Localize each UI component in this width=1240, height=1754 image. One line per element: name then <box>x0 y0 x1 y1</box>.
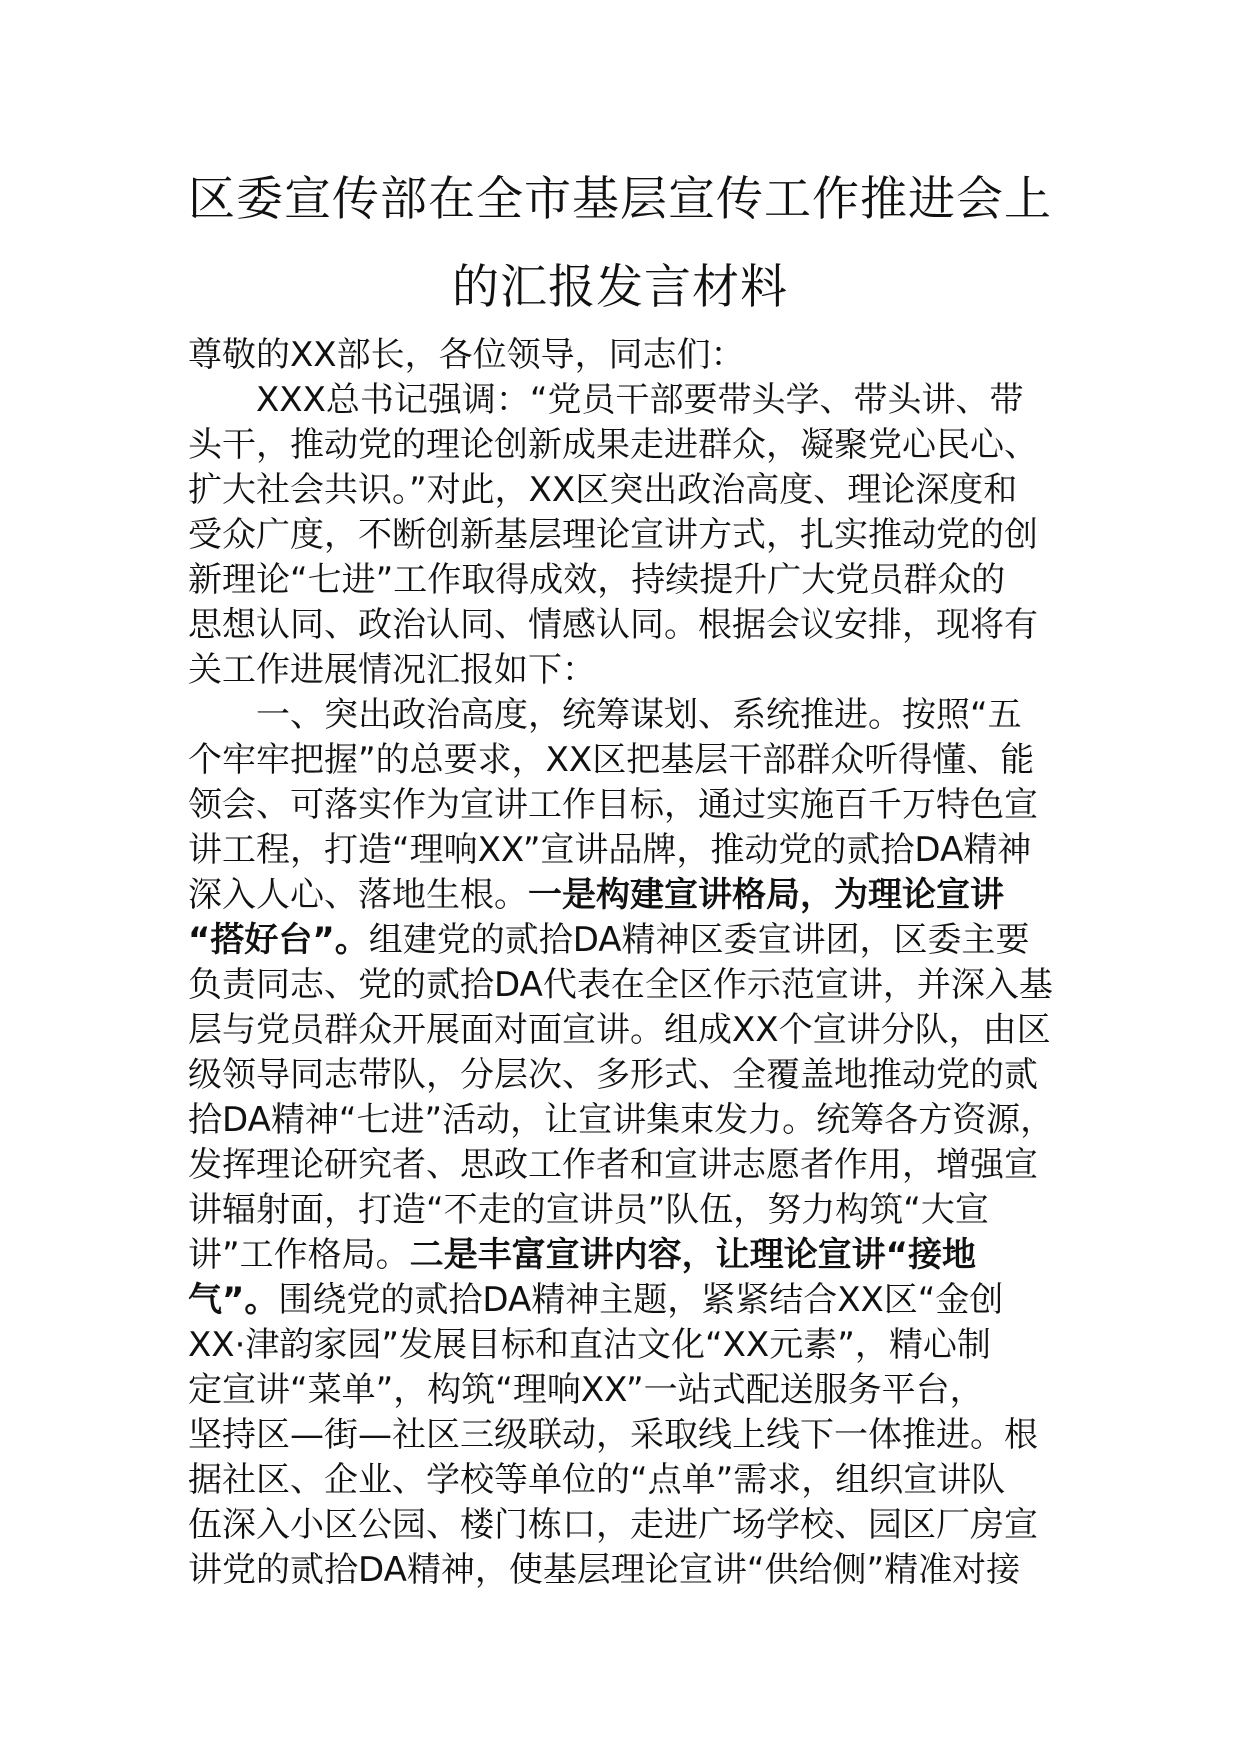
paragraph-line: 新理论“七进”工作取得成效，持续提升广大党员群众的 <box>188 560 1006 600</box>
paragraph-line: 发挥理论研究者、思政工作者和宣讲志愿者作用，增强宣 <box>188 1145 1038 1185</box>
bold-subheading: 一是构建宣讲格局，为理论宣讲 <box>528 875 1004 915</box>
paragraph-line: 关工作进展情况汇报如下： <box>188 650 596 690</box>
paragraph-line: 个牢牢把握”的总要求，XX区把基层干部群众听得懂、能 <box>188 740 1035 780</box>
paragraph-text: 围绕党的贰拾DA精神主题，紧紧结合XX区“金创 <box>278 1280 1004 1320</box>
document-title-line-1: 区委宣传部在全市基层宣传工作推进会上 <box>188 172 1052 227</box>
paragraph-line: 定宣讲“菜单”，构筑“理响XX”一站式配送服务平台， <box>188 1370 984 1410</box>
paragraph-line-mixed <box>188 918 1068 963</box>
paragraph-line: 据社区、企业、学校等单位的“点单”需求，组织宣讲队 <box>188 1460 1006 1500</box>
paragraph-line-mixed <box>188 873 1068 918</box>
paragraph-line: XX·津韵家园”发展目标和直沽文化“XX元素”，精心制 <box>188 1325 991 1365</box>
paragraph-text: 深入人心、落地生根。 <box>188 875 528 915</box>
paragraph-line: 负责同志、党的贰拾DA代表在全区作示范宣讲，并深入基 <box>188 965 1053 1005</box>
salutation: 尊敬的XX部长，各位领导，同志们： <box>188 335 745 375</box>
paragraph-line: XXX总书记强调：“党员干部要带头学、带头讲、带 <box>256 380 1024 420</box>
document-title-line-2: 的汇报发言材料 <box>452 260 788 315</box>
document-body <box>188 333 1068 1593</box>
paragraph-line: 受众广度，不断创新基层理论宣讲方式，扎实推动党的创 <box>188 515 1038 555</box>
paragraph-line: 头干，推动党的理论创新成果走进群众，凝聚党心民心、 <box>188 425 1038 465</box>
paragraph-line: 讲党的贰拾DA精神，使基层理论宣讲“供给侧”精准对接 <box>188 1550 1021 1590</box>
paragraph-line: 坚持区—街—社区三级联动，采取线上线下一体推进。根 <box>188 1415 1038 1455</box>
paragraph-line-mixed <box>188 1278 1068 1323</box>
paragraph-line: 扩大社会共识。”对此，XX区突出政治高度、理论深度和 <box>188 470 1018 510</box>
paragraph-line: 拾DA精神“七进”活动，让宣讲集束发力。统筹各方资源， <box>188 1100 1055 1140</box>
paragraph-line: 层与党员群众开展面对面宣讲。组成XX个宣讲分队，由区 <box>188 1010 1051 1050</box>
paragraph-text: 讲”工作格局。 <box>188 1235 410 1275</box>
paragraph-line-mixed <box>188 1233 1068 1278</box>
paragraph-line: 级领导同志带队，分层次、多形式、全覆盖地推动党的贰 <box>188 1055 1038 1095</box>
paragraph-line: 领会、可落实作为宣讲工作目标，通过实施百千万特色宣 <box>188 785 1038 825</box>
section-heading-line: 一、突出政治高度，统筹谋划、系统推进。按照“五 <box>256 695 1022 735</box>
paragraph-text: 组建党的贰拾DA精神区委宣讲团，区委主要 <box>368 920 1030 960</box>
paragraph-line: 讲辐射面，打造“不走的宣讲员”队伍，努力构筑“大宣 <box>188 1190 989 1230</box>
bold-subheading: “搭好台”。 <box>188 920 369 960</box>
paragraph-line: 讲工程，打造“理响XX”宣讲品牌，推动党的贰拾DA精神 <box>188 830 1032 870</box>
paragraph-line: 思想认同、政治认同、情感认同。根据会议安排，现将有 <box>188 605 1038 645</box>
bold-subheading: 二是丰富宣讲内容，让理论宣讲“接地 <box>409 1235 976 1275</box>
paragraph-line: 伍深入小区公园、楼门栋口，走进广场学校、园区厂房宣 <box>188 1505 1038 1545</box>
bold-subheading: 气”。 <box>188 1280 279 1320</box>
